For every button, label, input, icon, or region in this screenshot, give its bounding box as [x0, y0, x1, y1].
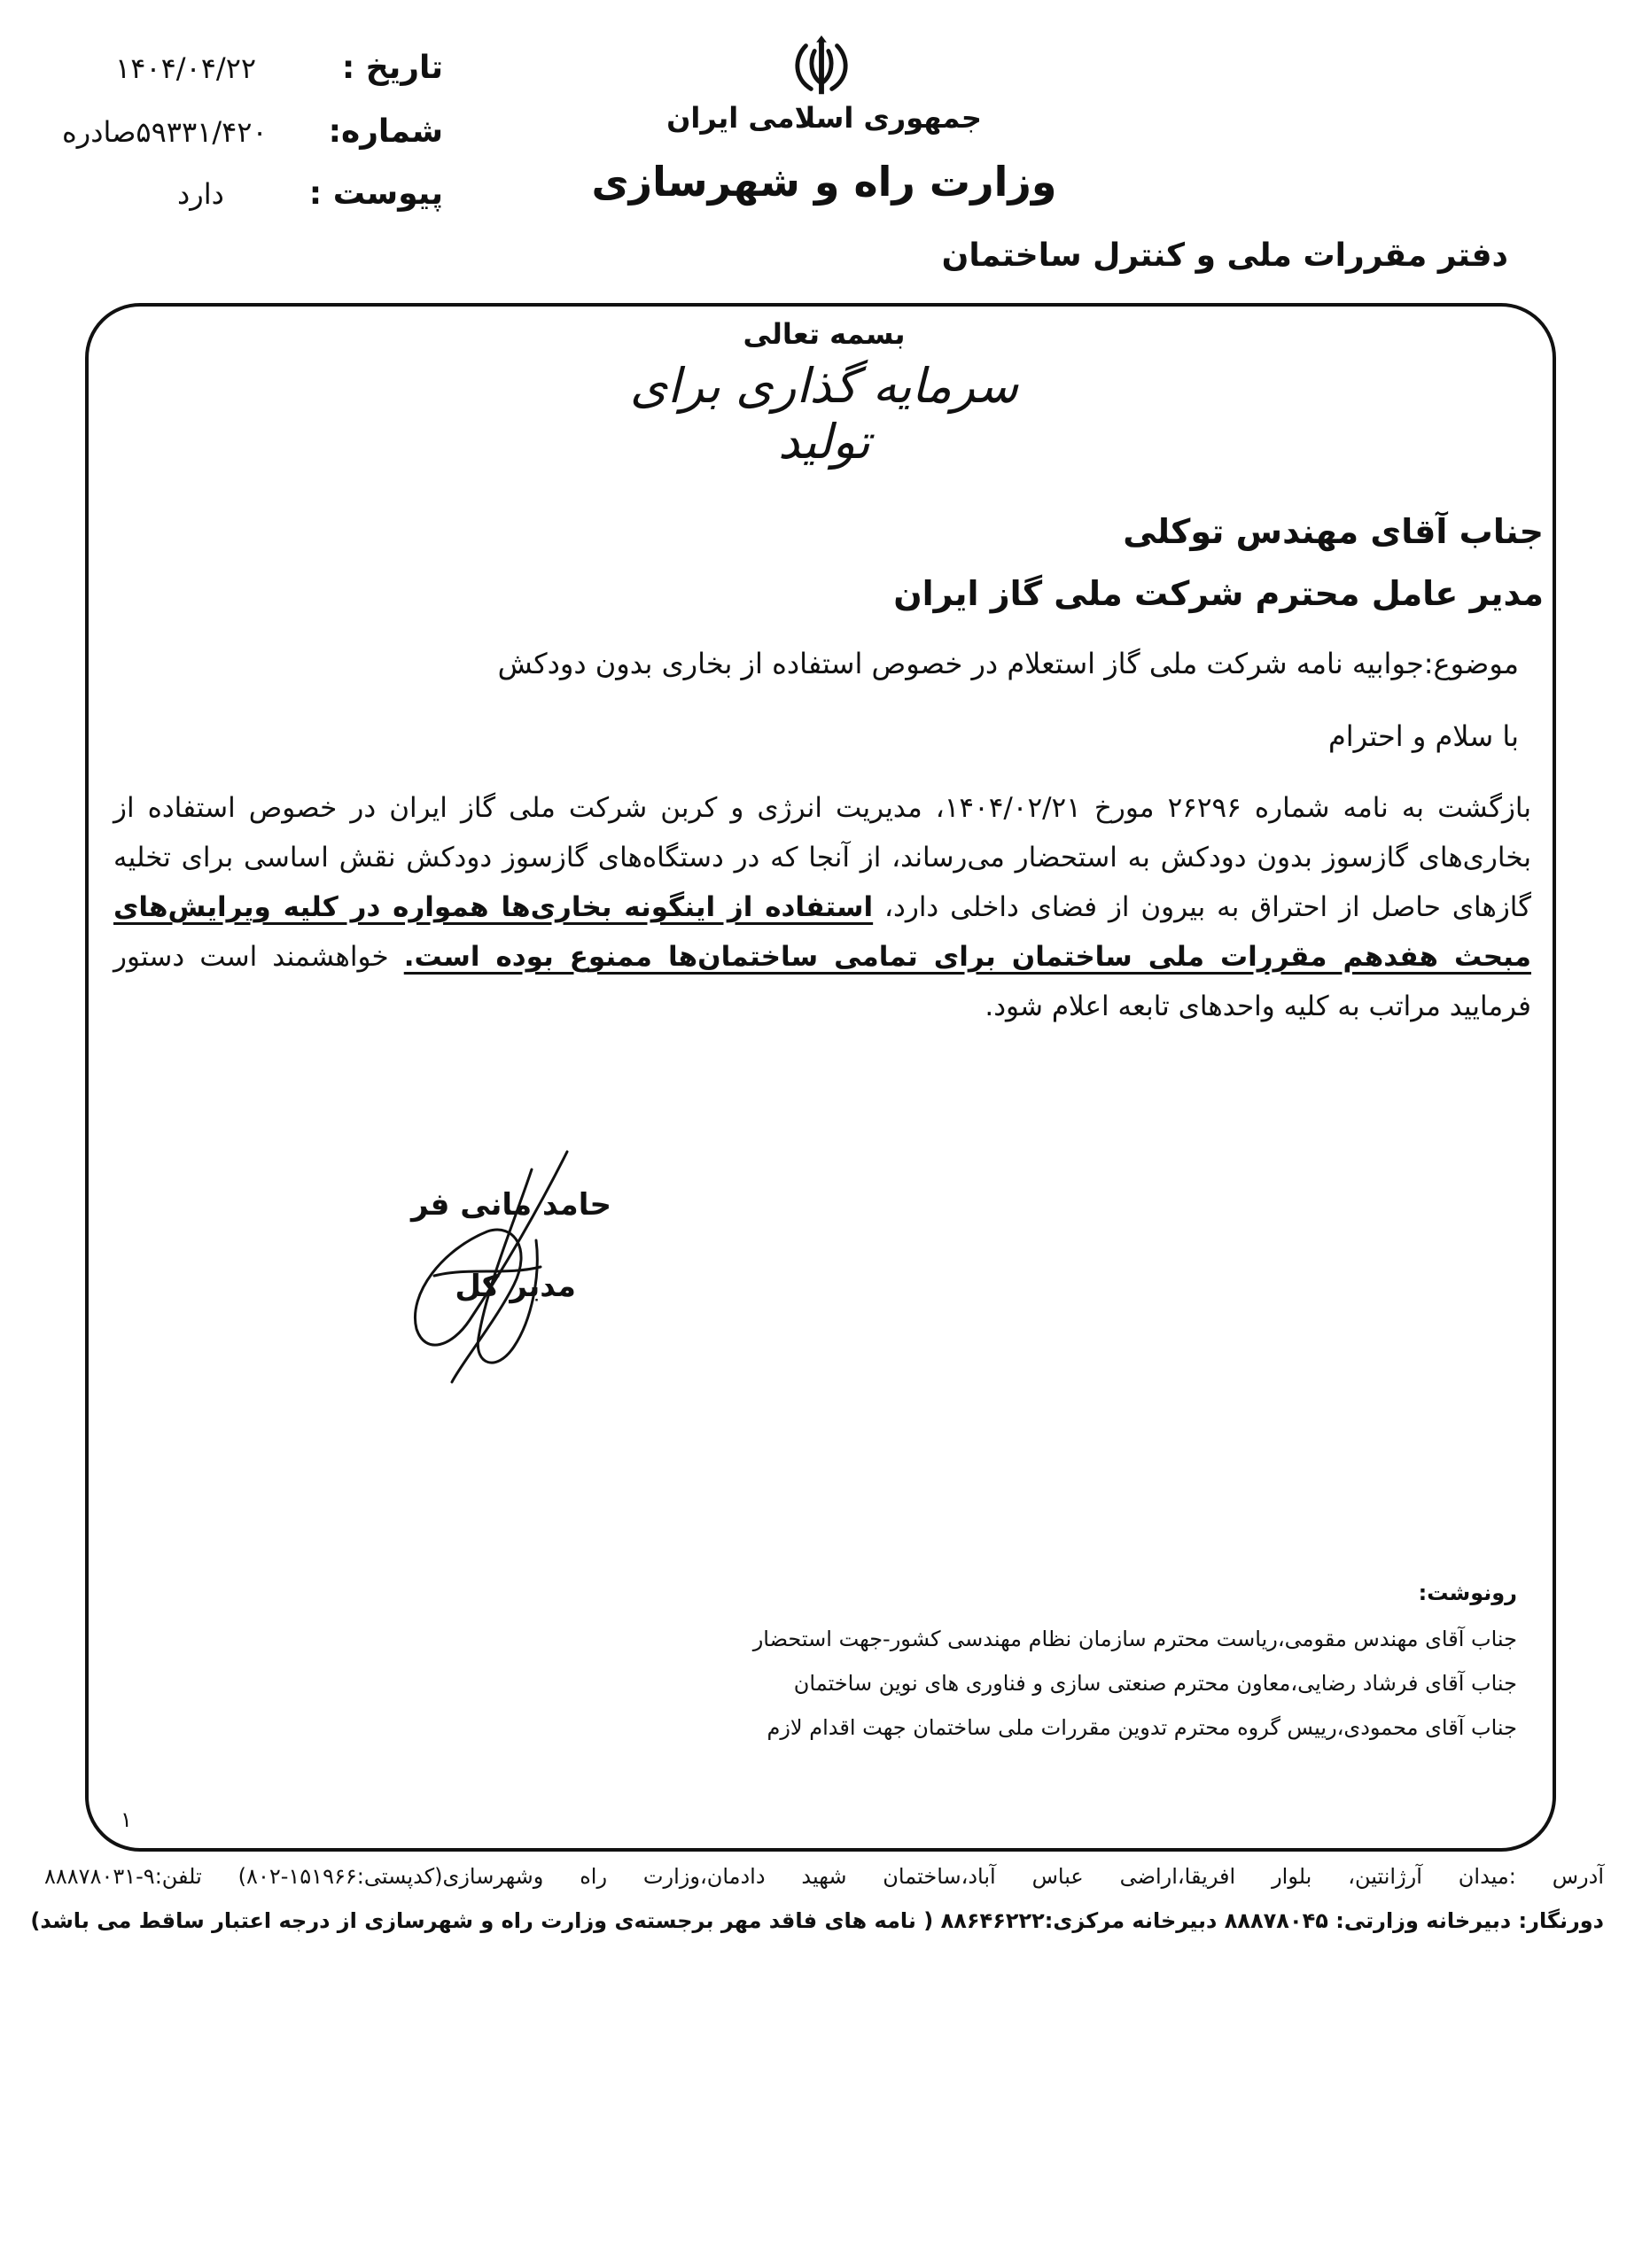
bismillah: بسمه تعالی	[743, 317, 906, 351]
republic-title: جمهوری اسلامی ایران	[666, 101, 982, 135]
date-label: تاریخ :	[341, 50, 443, 86]
cc-line: جناب آقای محمودی،رییس گروه محترم تدوین مقررات ملی ساختمان جهت اقدام لازم	[767, 1715, 1517, 1740]
footer-address: آدرس :میدان آرژانتین، بلوار افریقا،اراضی عباس آباد،ساختمان شهید دادمان،وزارت راه وشهرسازی(کدپستی:۱۵۱۹۶۶-۸۰۲) تلفن:۹-۸۸۸۷۸۰۳۱	[44, 1864, 1604, 1889]
number-label: شماره:	[328, 113, 443, 150]
date-value: ۱۴۰۴/۰۴/۲۲	[115, 51, 257, 85]
slogan: سرمایه گذاری برای تولید	[629, 358, 1019, 470]
signature-name: حامد مانی فر	[410, 1187, 611, 1223]
greeting: با سلام و احترام	[1327, 719, 1519, 753]
cc-title: رونوشت:	[1418, 1581, 1517, 1605]
body-emphasis: استفاده از اینگونه بخاری‌ها همواره در کلیه ویرایش‌های مبحث هفدهم مقررات ملی ساختمان برای تمامی ساختمان‌ها ممنوع بوده است.	[113, 891, 1531, 973]
attachment-label: پیوست :	[308, 175, 443, 212]
handwritten-signature	[381, 1134, 611, 1400]
attachment-row	[0, 175, 443, 225]
cc-line: جناب آقای فرشاد رضایی،معاون محترم صنعتی سازی و فناوری های نوین ساختمان	[793, 1671, 1517, 1696]
body-text-part2: خواهشمند است دستور فرمایید مراتب به کلیه واحدهای تابعه اعلام شود.	[113, 941, 1531, 1022]
body-text-part1: بازگشت به نامه شماره ۲۶۲۹۶ مورخ ۱۴۰۴/۰۲/۲۱، مدیریت انرژی و کربن شرکت ملی گاز ایران در خصوص استفاده از بخاری‌های گازسوز بدون دودکش به استحضار می‌رساند، از آنجا که در دستگاه‌های گازسوز دودکش نقش اساسی برای تخلیه گازهای حاصل از احتراق به بیرون از فضای داخلی دارد،	[113, 792, 1532, 923]
subject-line: موضوع:جوابیه نامه شرکت ملی گاز استعلام در خصوص استفاده از بخاری بدون دودکش	[497, 647, 1519, 680]
signature-block	[381, 1134, 611, 1400]
signature-title: مدیر کل	[455, 1269, 576, 1304]
letter-body	[113, 783, 1531, 1031]
office-title: دفتر مقررات ملی و کنترل ساختمان	[941, 237, 1508, 274]
cc-line: جناب آقای مهندس مقومی،ریاست محترم سازمان نظام مهندسی کشور-جهت استحضار	[752, 1627, 1517, 1651]
page-number: ۱	[121, 1807, 132, 1832]
addressee-name: جناب آقای مهندس توکلی	[1123, 512, 1544, 551]
addressee-title: مدیر عامل محترم شرکت ملی گاز ایران	[893, 574, 1544, 613]
date-row	[0, 50, 443, 99]
footer-fax: دورنگار: دبیرخانه وزارتی: ۸۸۸۷۸۰۴۵ دبیرخانه مرکزی:۸۸۶۴۶۲۲۲ ( نامه های فاقد مهر برجسته‌ی وزارت راه و شهرسازی از درجه اعتبار ساقط می باشد)	[30, 1908, 1604, 1933]
attachment-value: دارد	[177, 177, 224, 211]
ministry-title: وزارت راه و شهرسازی	[591, 158, 1057, 206]
number-row	[0, 113, 443, 163]
number-value: ۵۹۳۳۱/۴۲۰صادره	[62, 115, 268, 149]
iran-emblem-icon	[787, 34, 856, 103]
